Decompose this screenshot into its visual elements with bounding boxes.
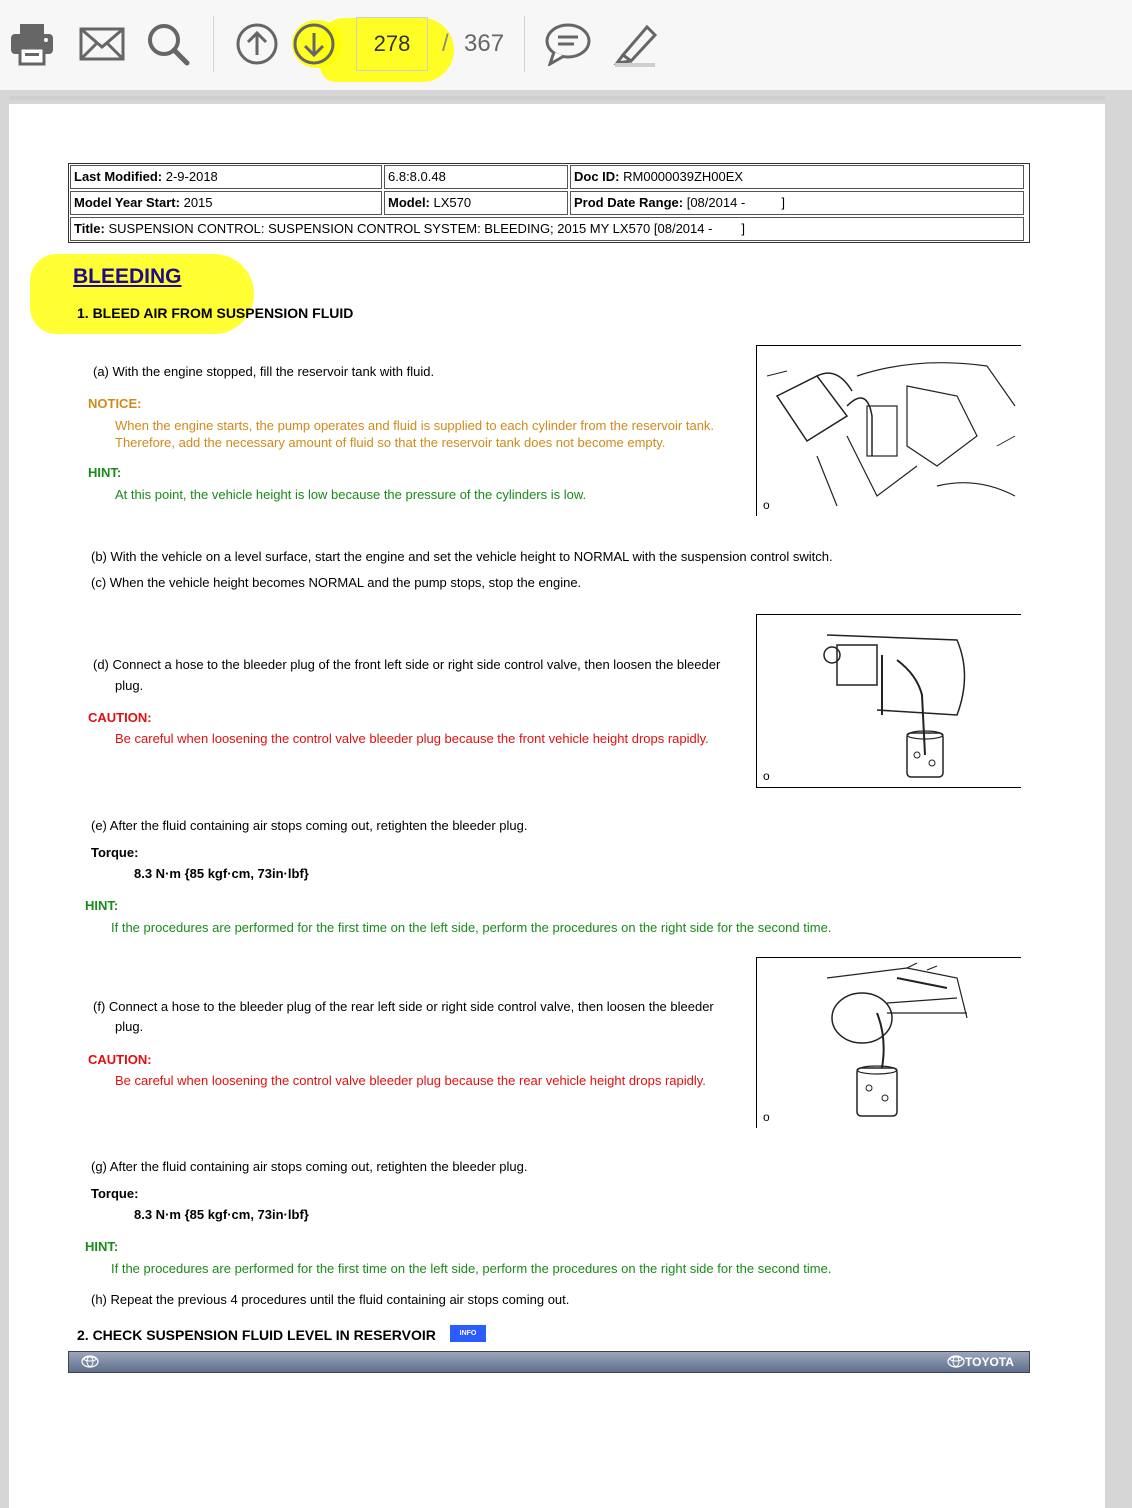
step-g-text: (g) After the fluid containing air stops coming out, retighten the bleeder plug. xyxy=(91,1159,528,1174)
notice-label: NOTICE: xyxy=(88,396,142,411)
document-footer-bar xyxy=(68,1351,1030,1373)
section-heading[interactable]: BLEEDING xyxy=(73,265,182,288)
previous-page-edge xyxy=(9,96,1105,100)
reservoir-fill-illustration xyxy=(757,346,1021,516)
version-cell: 6.8:8.0.48 xyxy=(384,165,568,189)
info-badge[interactable]: INFO xyxy=(450,1325,486,1342)
torque-value: 8.3 N·m {85 kgf·cm, 73in·lbf} xyxy=(134,1207,309,1222)
toolbar-divider xyxy=(213,16,214,72)
model-year-cell: Model Year Start: 2015 xyxy=(70,191,382,215)
hint-g-text: If the procedures are performed for the first time on the left side, perform the procedures on the right side for the second time. xyxy=(111,1261,832,1276)
mail-icon xyxy=(79,27,125,61)
figure-label: o xyxy=(763,1110,770,1124)
figure-front-bleeder xyxy=(756,614,1021,788)
search-icon xyxy=(146,22,190,66)
torque-value: 8.3 N·m {85 kgf·cm, 73in·lbf} xyxy=(134,866,309,881)
highlight-button[interactable] xyxy=(606,14,662,74)
document-meta-table xyxy=(68,163,1030,243)
caution-label: CAUTION: xyxy=(88,1052,152,1067)
prod-date-cell: Prod Date Range: [08/2014 - ] xyxy=(570,191,1024,215)
print-button[interactable] xyxy=(4,14,60,74)
figure-label: o xyxy=(763,769,770,783)
step-h-text: (h) Repeat the previous 4 procedures until the fluid containing air stops coming out. xyxy=(91,1292,570,1307)
highlight-icon xyxy=(609,21,659,67)
hint-label: HINT: xyxy=(85,898,119,913)
step-2-link[interactable]: 2. CHECK SUSPENSION FLUID LEVEL IN RESERVOIR xyxy=(77,1327,436,1343)
arrow-down-icon xyxy=(292,22,336,66)
comment-icon xyxy=(544,22,592,66)
front-bleeder-illustration xyxy=(757,615,1021,787)
step-b-text: (b) With the vehicle on a level surface, start the engine and set the vehicle height to NORMAL with the suspension control switch. xyxy=(91,549,833,564)
next-page-button[interactable] xyxy=(286,14,342,74)
notice-text-1: When the engine starts, the pump operates and fluid is supplied to each cylinder from the reservoir tank. xyxy=(115,418,715,433)
last-modified-cell: Last Modified: 2-9-2018 xyxy=(70,165,382,189)
page-separator: / xyxy=(442,30,449,57)
page-number-input[interactable]: 278 xyxy=(356,17,428,71)
title-cell: Title: SUSPENSION CONTROL: SUSPENSION CONTROL SYSTEM: BLEEDING; 2015 MY LX570 [08/2014 - ] xyxy=(70,217,1024,241)
doc-id-cell: Doc ID: RM0000039ZH00EX xyxy=(570,165,1024,189)
caution-d-text: Be careful when loosening the control valve bleeder plug because the front vehicle height drops rapidly. xyxy=(115,731,709,746)
rear-bleeder-illustration xyxy=(757,958,1021,1128)
step-d-text-2: plug. xyxy=(115,678,144,693)
search-button[interactable] xyxy=(140,14,196,74)
hint-label: HINT: xyxy=(88,465,122,480)
previous-page-button[interactable] xyxy=(229,14,285,74)
pdf-toolbar xyxy=(0,0,1132,90)
step-1-title: 1. BLEED AIR FROM SUSPENSION FLUID xyxy=(77,305,354,321)
hint-label: HINT: xyxy=(85,1239,119,1254)
caution-label: CAUTION: xyxy=(88,710,152,725)
email-button[interactable] xyxy=(74,14,130,74)
caution-f-text: Be careful when loosening the control valve bleeder plug because the rear vehicle height drops rapidly. xyxy=(115,1073,706,1088)
step-a-text: (a) With the engine stopped, fill the reservoir tank with fluid. xyxy=(93,364,435,379)
toolbar-divider xyxy=(524,16,525,72)
step-f-text-2: plug. xyxy=(115,1019,144,1034)
hint-a-text: At this point, the vehicle height is low because the pressure of the cylinders is low. xyxy=(115,487,587,502)
toyota-logo-icon xyxy=(947,1355,965,1368)
footer-brand: TOYOTA xyxy=(965,1355,1014,1369)
step-e-text: (e) After the fluid containing air stops coming out, retighten the bleeder plug. xyxy=(91,818,528,833)
torque-label: Torque: xyxy=(91,845,139,860)
step-c-text: (c) When the vehicle height becomes NORMAL and the pump stops, stop the engine. xyxy=(91,575,582,590)
step-d-text-1: (d) Connect a hose to the bleeder plug of the front left side or right side control valve, then loosen the bleeder xyxy=(93,657,721,672)
torque-label: Torque: xyxy=(91,1186,139,1201)
hint-e-text: If the procedures are performed for the first time on the left side, perform the procedures on the right side for the second time. xyxy=(111,920,832,935)
model-cell: Model: LX570 xyxy=(384,191,568,215)
figure-label: o xyxy=(763,498,770,512)
print-icon xyxy=(8,22,56,66)
step-f-text-1: (f) Connect a hose to the bleeder plug of the rear left side or right side control valve, then loosen the bleeder xyxy=(93,999,714,1014)
toyota-logo-icon xyxy=(81,1355,99,1368)
page-total: 367 xyxy=(464,30,505,57)
comment-button[interactable] xyxy=(540,14,596,74)
notice-text-2: Therefore, add the necessary amount of fluid so that the reservoir tank does not become empty. xyxy=(115,435,666,450)
figure-rear-bleeder xyxy=(756,957,1021,1128)
arrow-up-icon xyxy=(235,22,279,66)
figure-reservoir-fill xyxy=(756,345,1021,516)
